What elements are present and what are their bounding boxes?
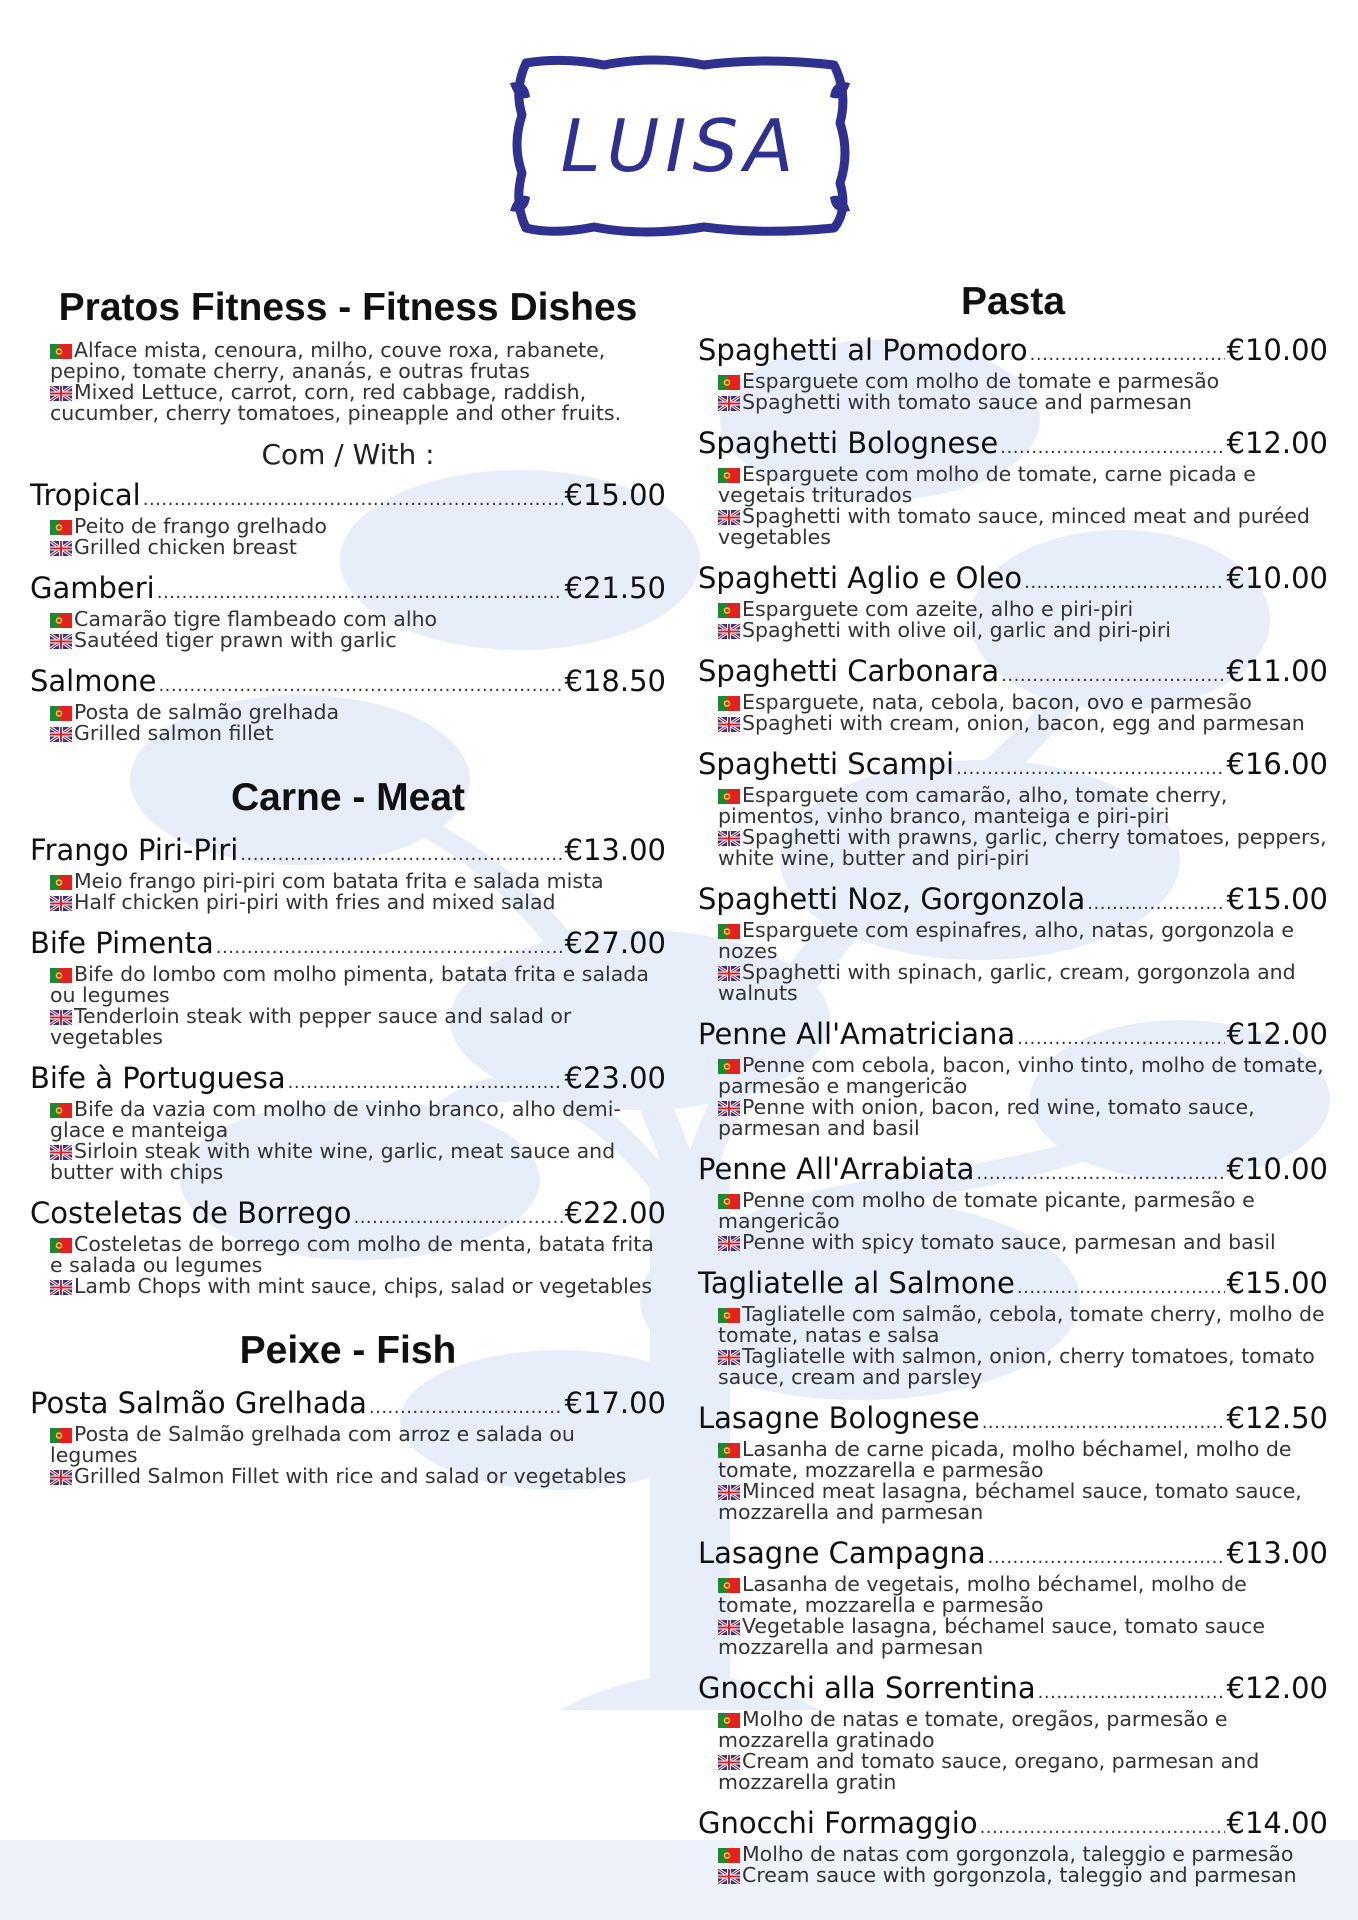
menu-item-description <box>718 599 1328 641</box>
menu-item-description <box>718 1439 1328 1523</box>
description-pt <box>718 785 1328 827</box>
portugal-flag-icon <box>718 601 740 616</box>
menu-item-header <box>30 1387 666 1424</box>
menu-item-header <box>698 1807 1328 1844</box>
menu-item-price: €16.00 <box>1226 747 1328 781</box>
menu-item <box>698 1807 1328 1886</box>
portugal-flag-icon <box>718 466 740 481</box>
meat-items <box>30 834 666 1297</box>
description-en <box>718 962 1328 1004</box>
description-en <box>718 1616 1328 1658</box>
menu-item-description <box>50 1234 666 1297</box>
description-text-en: Half chicken piri-piri with fries and mixed salad <box>74 890 556 914</box>
right-column <box>698 280 1328 1900</box>
description-text-en: Lamb Chops with mint sauce, chips, salad or vegetables <box>74 1274 653 1298</box>
description-en <box>50 630 666 651</box>
menu-item-header <box>698 883 1328 920</box>
description-text-en: Spagheti with cream, onion, bacon, egg and parmesan <box>742 711 1305 735</box>
menu-item-header <box>30 479 666 516</box>
menu-item-price: €11.00 <box>1226 654 1328 688</box>
uk-flag-icon <box>718 1099 740 1114</box>
menu-item-price: €12.00 <box>1226 1017 1328 1051</box>
description-pt <box>718 1709 1328 1751</box>
menu-item-price: €10.00 <box>1226 561 1328 595</box>
menu-item-name: Bife Pimenta <box>30 926 214 960</box>
description-text-en: Minced meat lasagna, béchamel sauce, tomato sauce, mozzarella and parmesan <box>718 1479 1302 1524</box>
menu-item-price: €14.00 <box>1226 1806 1328 1840</box>
uk-flag-icon <box>718 1483 740 1498</box>
menu-item-name: Posta Salmão Grelhada <box>30 1386 367 1420</box>
menu-item-price: €21.50 <box>564 571 666 605</box>
description-text-en: Grilled Salmon Fillet with rice and salad or vegetables <box>74 1464 627 1488</box>
description-text-en: Grilled chicken breast <box>74 535 297 559</box>
menu-item-name: Costeletas de Borrego <box>30 1196 352 1230</box>
dot-leader <box>157 577 563 609</box>
description-pt <box>718 599 1328 620</box>
uk-flag-icon <box>718 829 740 844</box>
menu-item-name: Gnocchi Formaggio <box>698 1806 978 1840</box>
description-text-en: Spaghetti with tomato sauce and parmesan <box>742 390 1192 414</box>
dot-leader <box>216 932 563 964</box>
menu-item <box>30 1197 666 1297</box>
menu-item-name: Gnocchi alla Sorrentina <box>698 1671 1036 1705</box>
menu-item-name: Spaghetti Noz, Gorgonzola <box>698 882 1086 916</box>
uk-flag-icon <box>718 394 740 409</box>
menu-item-header <box>698 748 1328 785</box>
menu-item-name: Tropical <box>30 478 141 512</box>
uk-flag-icon <box>718 715 740 730</box>
description-text-pt: Bife da vazia com molho de vinho branco, alho demi-glace e manteiga <box>50 1097 621 1142</box>
uk-flag-icon <box>718 1348 740 1363</box>
description-pt <box>718 1304 1328 1346</box>
menu-item-description <box>718 1190 1328 1253</box>
menu-item <box>30 927 666 1048</box>
menu-item-price: €15.00 <box>1226 882 1328 916</box>
menu-item-header <box>698 1537 1328 1574</box>
description-pt <box>718 1574 1328 1616</box>
description-en <box>718 506 1328 548</box>
description-text-pt: Esparguete com molho de tomate e parmesão <box>742 369 1220 393</box>
menu-item-name: Lasagne Bolognese <box>698 1401 980 1435</box>
portugal-flag-icon <box>50 342 72 357</box>
dot-leader <box>369 1392 563 1424</box>
menu-item-header <box>30 927 666 964</box>
description-text-pt: Posta de Salmão grelhada com arroz e salada ou legumes <box>50 1422 575 1467</box>
menu-item-header <box>698 562 1328 599</box>
description-text-en: Sautéed tiger prawn with garlic <box>74 628 397 652</box>
description-text-pt: Molho de natas com gorgonzola, taleggio e parmesão <box>742 1842 1294 1866</box>
description-pt <box>50 1424 666 1466</box>
description-en <box>50 723 666 744</box>
menu-item-description <box>50 871 666 913</box>
uk-flag-icon <box>50 1008 72 1023</box>
menu-item-header <box>30 1197 666 1234</box>
uk-flag-icon <box>50 1143 72 1158</box>
dot-leader <box>980 1812 1225 1844</box>
dot-leader <box>1017 1023 1224 1055</box>
dot-leader <box>1000 432 1224 464</box>
menu-item-price: €10.00 <box>1226 333 1328 367</box>
left-column <box>30 286 666 1501</box>
description-text-pt: Esparguete com azeite, alho e piri-piri <box>742 597 1134 621</box>
menu-item-header <box>698 655 1328 692</box>
description-pt <box>718 464 1328 506</box>
description-pt <box>50 964 666 1006</box>
description-text-pt: Esparguete com espinafres, alho, natas, gorgonzola e nozes <box>718 918 1294 963</box>
description-text-en: Tenderloin steak with pepper sauce and salad or vegetables <box>50 1004 572 1049</box>
menu-item-description <box>718 692 1328 734</box>
logo-text: LUISA <box>560 103 800 188</box>
menu-item <box>698 427 1328 548</box>
dot-leader <box>982 1407 1225 1439</box>
menu-item-header <box>30 834 666 871</box>
description-text-pt: Peito de frango grelhado <box>74 514 327 538</box>
description-text-pt: Camarão tigre flambeado com alho <box>74 607 438 631</box>
uk-flag-icon <box>718 1753 740 1768</box>
description-text-en: Penne with spicy tomato sauce, parmesan and basil <box>742 1230 1276 1254</box>
uk-flag-icon <box>50 1278 72 1293</box>
menu-item-price: €18.50 <box>564 664 666 698</box>
menu-item-price: €13.00 <box>1226 1536 1328 1570</box>
menu-item-header <box>30 665 666 702</box>
menu-item-description <box>718 1709 1328 1793</box>
description-text-pt: Tagliatelle com salmão, cebola, tomate cherry, molho de tomate, natas e salsa <box>718 1302 1325 1347</box>
description-en <box>50 1006 666 1048</box>
description-text-pt: Penne com molho de tomate picante, parmesão e mangericão <box>718 1188 1255 1233</box>
description-text-pt: Molho de natas e tomate, oregãos, parmesão e mozzarella gratinado <box>718 1707 1228 1752</box>
description-pt <box>718 920 1328 962</box>
description-text-pt: Penne com cebola, bacon, vinho tinto, molho de tomate, parmesão e mangericão <box>718 1053 1324 1098</box>
menu-item-description <box>50 1424 666 1487</box>
menu-item <box>30 479 666 558</box>
menu-item-description <box>50 516 666 558</box>
dot-leader <box>288 1067 563 1099</box>
description-pt <box>718 692 1328 713</box>
description-en <box>718 827 1328 869</box>
description-pt <box>50 609 666 630</box>
menu-item-price: €12.00 <box>1226 426 1328 460</box>
menu-item-description <box>50 1099 666 1183</box>
portugal-flag-icon <box>50 704 72 719</box>
description-text-en: Penne with onion, bacon, red wine, tomato sauce, parmesan and basil <box>718 1095 1255 1140</box>
menu-item-name: Tagliatelle al Salmone <box>698 1266 1015 1300</box>
uk-flag-icon <box>50 894 72 909</box>
description-en <box>50 1141 666 1183</box>
menu-item-description <box>718 1304 1328 1388</box>
uk-flag-icon <box>718 1618 740 1633</box>
menu-item-name: Spaghetti Bolognese <box>698 426 999 460</box>
menu-item <box>698 748 1328 869</box>
description-en <box>50 1466 666 1487</box>
description-pt <box>718 1055 1328 1097</box>
menu-item-price: €17.00 <box>564 1386 666 1420</box>
description-pt <box>50 871 666 892</box>
menu-item-price: €15.00 <box>564 478 666 512</box>
portugal-flag-icon <box>718 1441 740 1456</box>
portugal-flag-icon <box>50 611 72 626</box>
menu-item-price: €13.00 <box>564 833 666 867</box>
description-pt <box>718 1439 1328 1481</box>
dot-leader <box>1001 660 1224 692</box>
meat-section-title: Carne - Meat <box>230 776 466 819</box>
uk-flag-icon <box>718 1234 740 1249</box>
menu-item-header <box>30 572 666 609</box>
menu-item-description <box>718 920 1328 1004</box>
menu-item <box>698 562 1328 641</box>
portugal-flag-icon <box>718 1192 740 1207</box>
menu-item-header <box>30 1062 666 1099</box>
portugal-flag-icon <box>718 1306 740 1321</box>
description-text-en: Spaghetti with olive oil, garlic and piri-piri <box>742 618 1171 642</box>
menu-item-name: Frango Piri-Piri <box>30 833 239 867</box>
menu-item-description <box>718 785 1328 869</box>
menu-item <box>698 1153 1328 1253</box>
menu-item <box>698 1537 1328 1658</box>
description-text-pt: Esparguete com camarão, alho, tomate cherry, pimentos, vinho branco, manteiga e piri-piri <box>718 783 1228 828</box>
portugal-flag-icon <box>50 518 72 533</box>
portugal-flag-icon <box>718 373 740 388</box>
menu-item-name: Salmone <box>30 664 157 698</box>
menu-item-price: €23.00 <box>564 1061 666 1095</box>
description-text-en: Grilled salmon fillet <box>74 721 274 745</box>
menu-item-name: Lasagne Campagna <box>698 1536 986 1570</box>
menu-item <box>30 572 666 651</box>
uk-flag-icon <box>718 508 740 523</box>
menu-item-header <box>698 1018 1328 1055</box>
menu-item-price: €15.00 <box>1226 1266 1328 1300</box>
dot-leader <box>240 839 562 871</box>
menu-item-name: Spaghetti Scampi <box>698 747 955 781</box>
menu-item-description <box>50 609 666 651</box>
description-en <box>718 1865 1328 1886</box>
description-pt <box>718 1844 1328 1865</box>
description-pt <box>50 702 666 723</box>
menu-item-header <box>698 334 1328 371</box>
portugal-flag-icon <box>718 1711 740 1726</box>
fish-section-title: Peixe - Fish <box>239 1329 457 1372</box>
dot-leader <box>1087 888 1224 920</box>
menu-item-name: Spaghetti Carbonara <box>698 654 1000 688</box>
description-pt <box>718 371 1328 392</box>
dot-leader <box>1024 567 1224 599</box>
menu-item-name: Penne All'Amatriciana <box>698 1017 1016 1051</box>
dot-leader <box>1017 1272 1225 1304</box>
uk-flag-icon <box>718 622 740 637</box>
menu-item-price: €10.00 <box>1226 1152 1328 1186</box>
menu-item-description <box>50 964 666 1048</box>
description-text-en: Spaghetti with prawns, garlic, cherry tomatoes, peppers, white wine, butter and piri-piri <box>718 825 1327 870</box>
description-text-pt: Esparguete, nata, cebola, bacon, ovo e parmesão <box>742 690 1252 714</box>
menu-item-description <box>718 1574 1328 1658</box>
menu-item-description <box>718 464 1328 548</box>
portugal-flag-icon <box>50 1236 72 1251</box>
menu-item <box>698 883 1328 1004</box>
menu-item <box>698 655 1328 734</box>
menu-item-header <box>698 1402 1328 1439</box>
description-pt <box>50 1234 666 1276</box>
description-en <box>50 892 666 913</box>
menu-item <box>30 665 666 744</box>
dot-leader <box>1038 1677 1225 1709</box>
menu-item <box>698 1672 1328 1793</box>
description-text-pt: Esparguete com molho de tomate, carne picada e vegetais triturados <box>718 462 1256 507</box>
description-en <box>50 537 666 558</box>
dot-leader <box>143 484 563 516</box>
menu-item-header <box>698 427 1328 464</box>
description-en <box>718 1346 1328 1388</box>
with-label: Com / With : <box>261 438 435 471</box>
uk-flag-icon <box>718 964 740 979</box>
menu-item <box>698 1018 1328 1139</box>
description-text-en: Tagliatelle with salmon, onion, cherry tomatoes, tomato sauce, cream and parsley <box>718 1344 1315 1389</box>
description-pt <box>50 1099 666 1141</box>
dot-leader <box>1030 339 1225 371</box>
fitness-items <box>30 479 666 744</box>
portugal-flag-icon <box>718 1846 740 1861</box>
fitness-intro-pt: Alface mista, cenoura, milho, couve roxa, rabanete, pepino, tomate cherry, ananás, e outras frutas <box>50 338 606 383</box>
description-text-en: Spaghetti with tomato sauce, minced meat and puréed vegetables <box>718 504 1310 549</box>
description-text-en: Spaghetti with spinach, garlic, cream, gorgonzola and walnuts <box>718 960 1296 1005</box>
uk-flag-icon <box>50 539 72 554</box>
description-en <box>718 392 1328 413</box>
dot-leader <box>976 1158 1224 1190</box>
portugal-flag-icon <box>718 1576 740 1591</box>
description-en <box>718 1751 1328 1793</box>
description-pt <box>718 1190 1328 1232</box>
uk-flag-icon <box>50 725 72 740</box>
menu-item-price: €12.50 <box>1226 1401 1328 1435</box>
description-en <box>718 1097 1328 1139</box>
dot-leader <box>956 753 1224 785</box>
portugal-flag-icon <box>718 922 740 937</box>
fitness-section-title: Pratos Fitness - Fitness Dishes <box>58 286 638 329</box>
description-text-en: Sirloin steak with white wine, garlic, meat sauce and butter with chips <box>50 1139 616 1184</box>
dot-leader <box>988 1542 1225 1574</box>
description-text-pt: Meio frango piri-piri com batata frita e salada mista <box>74 869 604 893</box>
dot-leader <box>353 1202 562 1234</box>
menu-item <box>30 1387 666 1487</box>
portugal-flag-icon <box>50 966 72 981</box>
uk-flag-icon <box>50 384 72 399</box>
uk-flag-icon <box>50 1468 72 1483</box>
menu-item <box>698 1267 1328 1388</box>
pasta-section-title: Pasta <box>960 280 1066 323</box>
menu-item-description <box>50 702 666 744</box>
menu-item <box>30 1062 666 1183</box>
menu-item <box>698 334 1328 413</box>
menu-item-name: Spaghetti Aglio e Oleo <box>698 561 1023 595</box>
description-text-pt: Lasanha de vegetais, molho béchamel, molho de tomate, mozzarella e parmesão <box>718 1572 1247 1617</box>
portugal-flag-icon <box>718 694 740 709</box>
description-text-pt: Lasanha de carne picada, molho béchamel, molho de tomate, mozzarella e parmesão <box>718 1437 1292 1482</box>
fish-items <box>30 1387 666 1487</box>
pasta-items <box>698 334 1328 1886</box>
portugal-flag-icon <box>50 873 72 888</box>
description-en <box>718 1481 1328 1523</box>
menu-item-description <box>718 371 1328 413</box>
description-en <box>50 1276 666 1297</box>
menu-item-header <box>698 1153 1328 1190</box>
menu-item-price: €12.00 <box>1226 1671 1328 1705</box>
menu-item-name: Bife à Portuguesa <box>30 1061 286 1095</box>
portugal-flag-icon <box>50 1426 72 1441</box>
menu-item-header <box>698 1267 1328 1304</box>
portugal-flag-icon <box>50 1101 72 1116</box>
restaurant-logo <box>504 53 856 238</box>
description-pt <box>50 516 666 537</box>
description-en <box>718 1232 1328 1253</box>
portugal-flag-icon <box>718 787 740 802</box>
menu-item-description <box>718 1844 1328 1886</box>
fitness-intro <box>50 340 666 424</box>
description-text-en: Cream sauce with gorgonzola, taleggio and parmesan <box>742 1863 1297 1887</box>
description-text-pt: Posta de salmão grelhada <box>74 700 340 724</box>
description-text-en: Cream and tomato sauce, oregano, parmesan and mozzarella gratin <box>718 1749 1260 1794</box>
menu-item-name: Spaghetti al Pomodoro <box>698 333 1028 367</box>
portugal-flag-icon <box>718 1057 740 1072</box>
description-en <box>718 713 1328 734</box>
description-text-pt: Costeletas de borrego com molho de menta, batata frita e salada ou legumes <box>50 1232 654 1277</box>
menu-item-name: Gamberi <box>30 571 155 605</box>
uk-flag-icon <box>50 632 72 647</box>
description-text-en: Vegetable lasagna, béchamel sauce, tomato sauce mozzarella and parmesan <box>718 1614 1265 1659</box>
dot-leader <box>158 670 562 702</box>
menu-item <box>30 834 666 913</box>
menu-item-name: Penne All'Arrabiata <box>698 1152 975 1186</box>
menu-item-description <box>718 1055 1328 1139</box>
menu-item-header <box>698 1672 1328 1709</box>
uk-flag-icon <box>718 1867 740 1882</box>
menu-item <box>698 1402 1328 1523</box>
menu-item-price: €22.00 <box>564 1196 666 1230</box>
description-en <box>718 620 1328 641</box>
description-text-pt: Bife do lombo com molho pimenta, batata frita e salada ou legumes <box>50 962 649 1007</box>
menu-item-price: €27.00 <box>564 926 666 960</box>
fitness-intro-en: Mixed Lettuce, carrot, corn, red cabbage, raddish, cucumber, cherry tomatoes, pineapple and other fruits. <box>50 380 622 425</box>
